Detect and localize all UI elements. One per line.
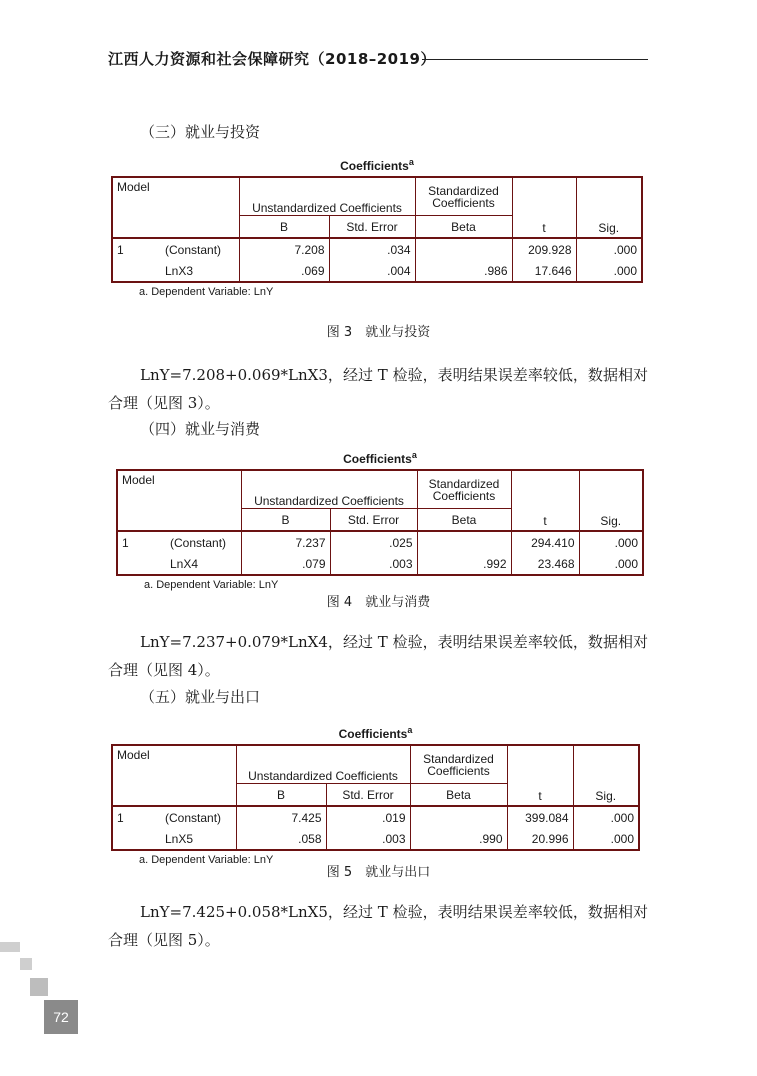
header-beta: Beta [410,784,507,807]
cell-model [122,557,158,571]
paragraph [108,898,648,954]
cell-std-error: .034 [329,238,415,260]
section-heading-investment: （三）就业与投资 [140,123,261,141]
header-standardized: Standardized Coefficients [415,177,512,216]
header-b: B [239,216,329,239]
cell-b: .079 [241,553,330,575]
paragraph [108,628,648,684]
cell-beta [415,238,512,260]
cell-t: 17.646 [512,260,576,282]
cell-predictor: LnX5 [165,831,194,846]
header-unstandardized: Unstandardized Coefficients [241,470,417,509]
figure-caption: 图 5 就业与出口 [326,865,431,880]
section-heading-export: （五）就业与出口 [140,688,261,706]
cell-t: 294.410 [511,531,579,553]
cell-predictor: LnX4 [170,556,199,571]
cell-sig: .000 [576,238,642,260]
header-rule [422,59,648,60]
cell-model: 1 [117,242,124,257]
decorative-square [0,942,20,952]
cell-t: 399.084 [507,806,573,828]
cell-beta [410,806,507,828]
cell-t: 209.928 [512,238,576,260]
header-b: B [236,784,326,807]
cell-sig: .000 [579,531,643,553]
table-footnote: a. Dependent Variable: LnY [144,579,279,591]
cell-beta: .992 [417,553,511,575]
header-model: Model [112,745,236,806]
header-sig: Sig. [579,470,643,531]
header-std-error: Std. Error [330,509,417,532]
header-unstandardized: Unstandardized Coefficients [239,177,415,216]
cell-beta [417,531,511,553]
table-row [117,531,643,553]
section-heading-consumption: （四）就业与消费 [140,420,261,438]
table-footnote: a. Dependent Variable: LnY [139,854,274,866]
header-b: B [241,509,330,532]
cell-b: 7.208 [239,238,329,260]
header-t: t [511,470,579,531]
header-beta: Beta [417,509,511,532]
cell-t: 23.468 [511,553,579,575]
table-title: Coefficients$^a$ [340,157,414,173]
cell-std-error: .003 [326,828,410,850]
header-sig: Sig. [573,745,639,806]
header-standardized: Standardized Coefficients [410,745,507,784]
cell-beta: .986 [415,260,512,282]
cell-predictor: (Constant) [165,242,222,257]
figure-caption: 图 3 就业与投资 [326,325,431,340]
coefficients-table-block-5 [111,723,640,866]
cell-predictor: (Constant) [170,535,227,550]
header-std-error: Std. Error [329,216,415,239]
cell-model [117,264,153,278]
cell-model: 1 [122,535,129,550]
coefficients-table [111,176,643,283]
running-header: 江西人力资源和社会保障研究（2018–2019） [108,50,436,68]
table-row [112,260,642,282]
header-model: Model [117,470,241,531]
cell-model [117,832,153,846]
header-t: t [512,177,576,238]
cell-model: 1 [117,810,124,825]
header-standardized: Standardized Coefficients [417,470,511,509]
cell-b: .058 [236,828,326,850]
table-row [112,806,639,828]
header-sig: Sig. [576,177,642,238]
cell-b: 7.237 [241,531,330,553]
coefficients-table [111,744,640,851]
paragraph-text: LnY=7.425+0.058*LnX5，经过 T 检验，表明结果误差率较低，数据相对合理（见图 5）。 [108,903,648,949]
table-row [117,553,643,575]
cell-std-error: .004 [329,260,415,282]
cell-beta: .990 [410,828,507,850]
cell-sig: .000 [576,260,642,282]
paragraph-text: LnY=7.237+0.079*LnX4，经过 T 检验，表明结果误差率较低，数据相对合理（见图 4）。 [108,633,648,679]
cell-std-error: .003 [330,553,417,575]
paragraph-text: LnY=7.208+0.069*LnX3，经过 T 检验，表明结果误差率较低，数据相对合理（见图 3）。 [108,366,648,412]
table-row [112,828,639,850]
page-number: 72 [44,1000,78,1034]
table-title: Coefficients$^a$ [343,450,417,466]
table-row [112,238,642,260]
cell-sig: .000 [579,553,643,575]
cell-sig: .000 [573,828,639,850]
header-model: Model [112,177,239,238]
cell-predictor: (Constant) [165,810,222,825]
table-footnote: a. Dependent Variable: LnY [139,286,274,298]
coefficients-table [116,469,644,576]
coefficients-table-block-3 [111,155,643,298]
cell-sig: .000 [573,806,639,828]
header-t: t [507,745,573,806]
figure-caption: 图 4 就业与消费 [326,595,431,610]
cell-t: 20.996 [507,828,573,850]
header-std-error: Std. Error [326,784,410,807]
cell-b: .069 [239,260,329,282]
header-beta: Beta [415,216,512,239]
header-unstandardized: Unstandardized Coefficients [236,745,410,784]
table-title: Coefficients$^a$ [338,725,413,741]
cell-predictor: LnX3 [165,263,194,278]
decorative-square [30,978,48,996]
cell-std-error: .019 [326,806,410,828]
decorative-square [20,958,32,970]
cell-b: 7.425 [236,806,326,828]
paragraph [108,361,648,417]
coefficients-table-block-4 [116,448,644,591]
cell-std-error: .025 [330,531,417,553]
